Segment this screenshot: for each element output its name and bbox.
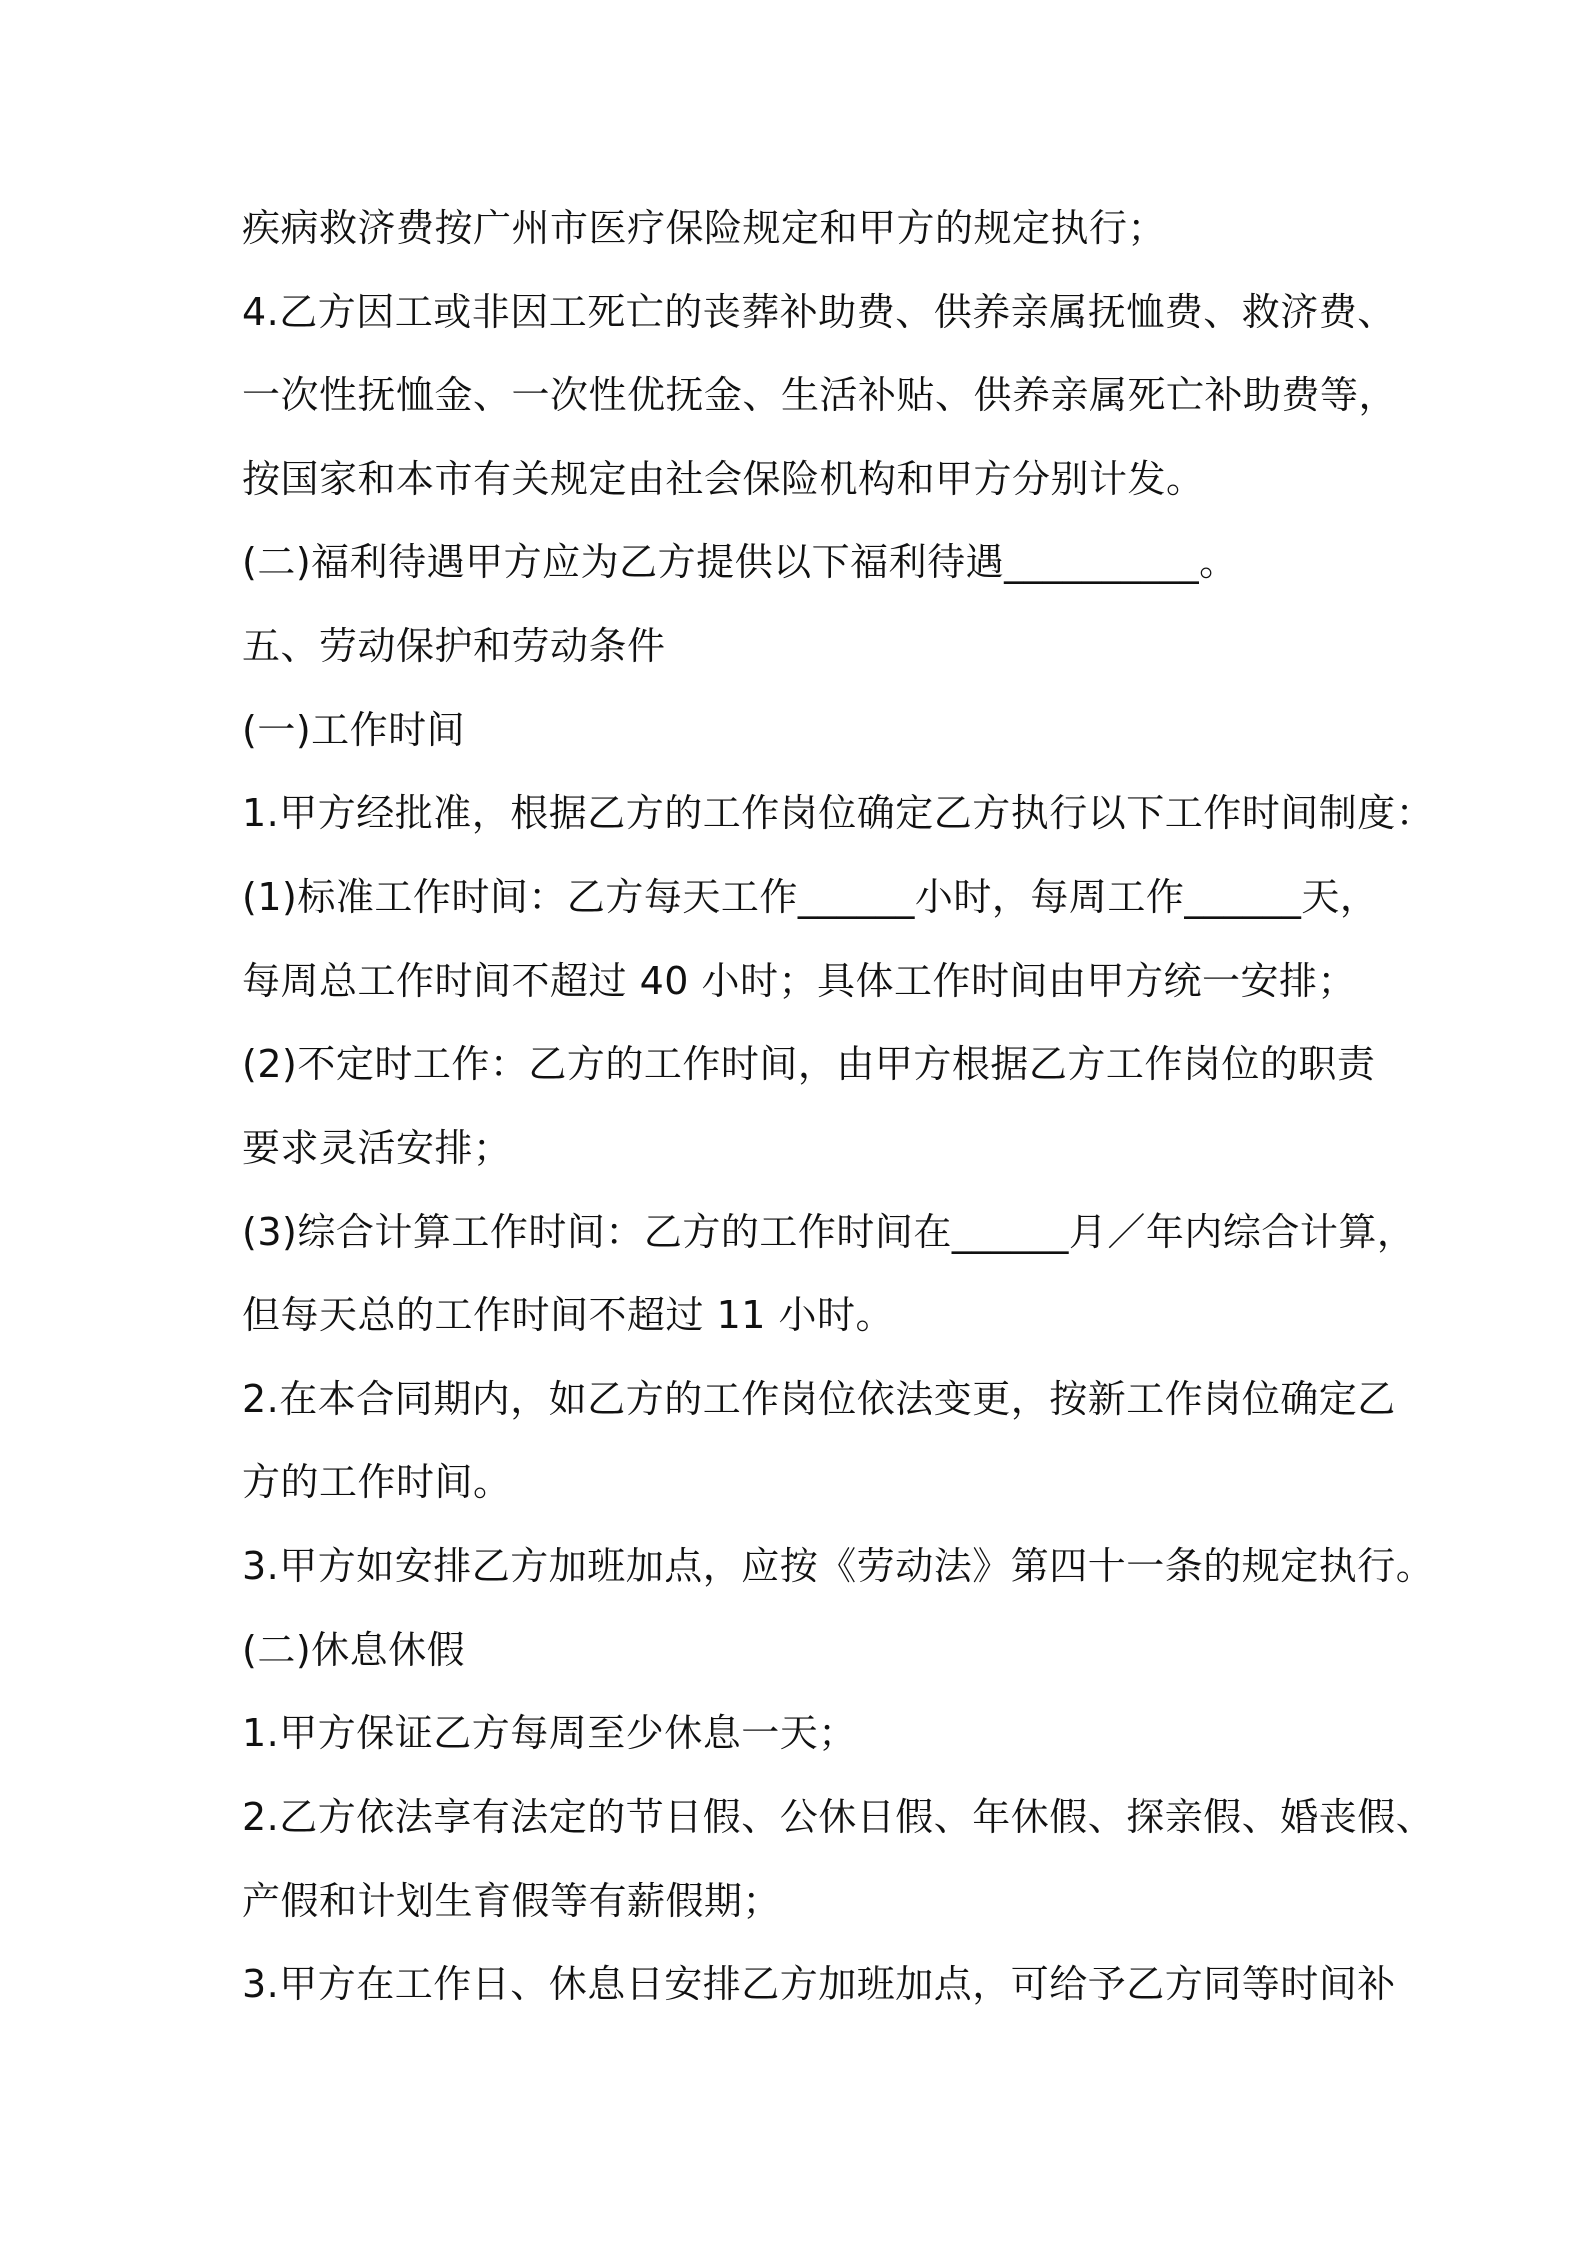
text-line: (2)不定时工作：乙方的工作时间，由甲方根据乙方工作岗位的职责	[242, 1042, 1376, 1086]
text-line: 2.乙方依法享有法定的节日假、公休日假、年休假、探亲假、婚丧假、	[242, 1795, 1435, 1839]
text-line: (1)标准工作时间：乙方每天工作______小时，每周工作______天，	[242, 875, 1379, 919]
text-line: 疾病救济费按广州市医疗保险规定和甲方的规定执行；	[242, 206, 1167, 250]
text-line: (二)福利待遇甲方应为乙方提供以下福利待遇__________。	[242, 540, 1238, 584]
text-line: 但每天总的工作时间不超过 11 小时。	[242, 1293, 895, 1337]
text-line: 按国家和本市有关规定由社会保险机构和甲方分别计发。	[242, 457, 1205, 501]
text-line: (3)综合计算工作时间：乙方的工作时间在______月／年内综合计算，	[242, 1210, 1416, 1254]
subsection-heading: (二)休息休假	[242, 1628, 466, 1672]
text-line: 4.乙方因工或非因工死亡的丧葬补助费、供养亲属抚恤费、救济费、	[242, 290, 1396, 334]
text-line: 方的工作时间。	[242, 1460, 512, 1504]
text-line: 1.甲方保证乙方每周至少休息一天；	[242, 1711, 857, 1755]
text-line: 3.甲方如安排乙方加班加点，应按《劳动法》第四十一条的规定执行。	[242, 1544, 1435, 1588]
text-line: 3.甲方在工作日、休息日安排乙方加班加点，可给予乙方同等时间补	[242, 1962, 1396, 2006]
text-line: 1.甲方经批准，根据乙方的工作岗位确定乙方执行以下工作时间制度：	[242, 791, 1435, 835]
text-line: 2.在本合同期内，如乙方的工作岗位依法变更，按新工作岗位确定乙	[242, 1377, 1396, 1421]
text-line: 要求灵活安排；	[242, 1126, 512, 1170]
section-heading: 五、劳动保护和劳动条件	[242, 624, 666, 668]
text-line: 产假和计划生育假等有薪假期；	[242, 1879, 782, 1923]
subsection-heading: (一)工作时间	[242, 708, 466, 752]
text-line: 每周总工作时间不超过 40 小时；具体工作时间由甲方统一安排；	[242, 959, 1357, 1003]
text-line: 一次性抚恤金、一次性优抚金、生活补贴、供养亲属死亡补助费等，	[242, 373, 1398, 417]
